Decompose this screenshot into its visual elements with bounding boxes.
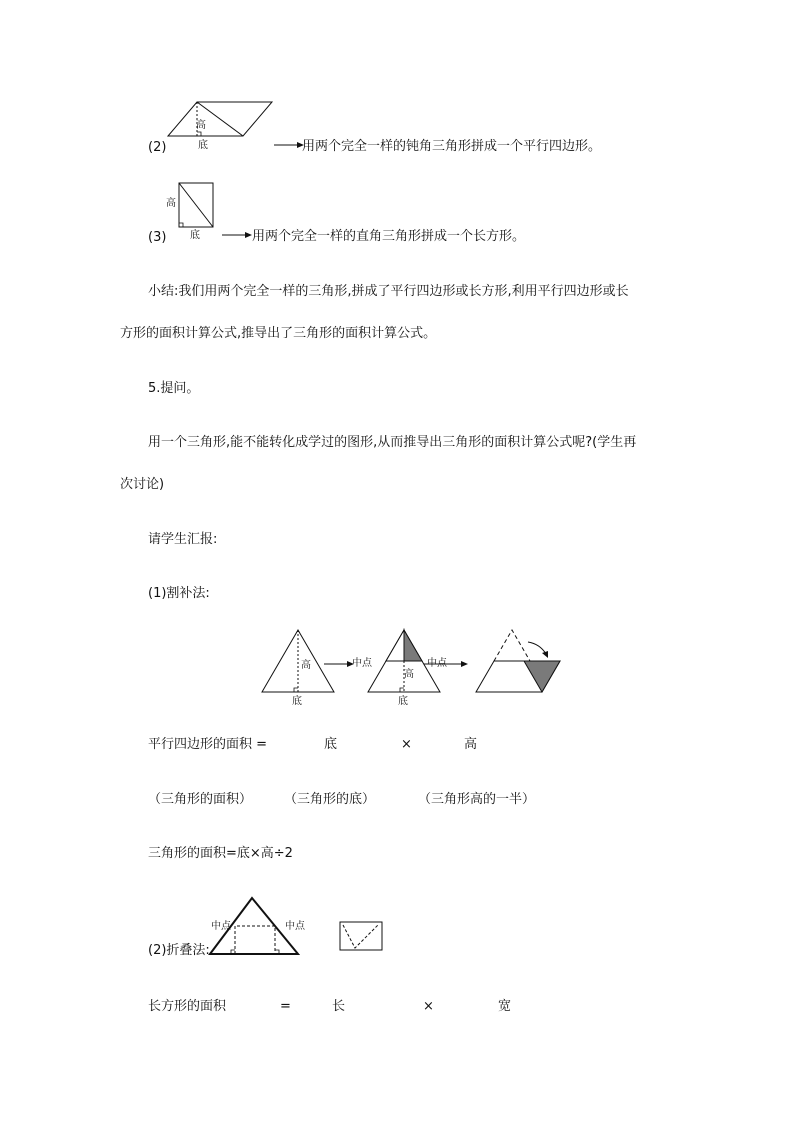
item2-index: (2) xyxy=(148,140,167,155)
formula-times: × xyxy=(401,737,412,752)
summary-line-2: 方形的面积计算公式,推导出了三角形的面积计算公式。 xyxy=(120,326,437,341)
parallelogram-formula-label: 平行四边形的面积 = xyxy=(148,737,268,752)
method1-title: (1)割补法: xyxy=(148,586,210,601)
triangle-2-top-shaded xyxy=(404,630,422,661)
arrow-icon xyxy=(274,140,304,150)
question-line-2: 次讨论) xyxy=(120,477,165,492)
item3-index: (3) xyxy=(148,230,167,245)
rectangle-formula-eq: = xyxy=(280,999,291,1014)
rectangle-diagonal xyxy=(179,183,213,227)
note-half-height: （三角形高的一半） xyxy=(418,792,536,807)
method2-title: (2)折叠法: xyxy=(148,943,210,958)
folded-rectangle xyxy=(340,922,382,950)
question-line-1: 用一个三角形,能不能转化成学过的图形,从而推导出三角形的面积计算公式呢?(学生再 xyxy=(148,435,637,450)
removed-top-dashed xyxy=(494,630,530,661)
triangle-area-result: 三角形的面积=底×高÷2 xyxy=(148,846,293,861)
item3-height-label: 高 xyxy=(166,198,176,209)
rectangle-formula-times: × xyxy=(423,999,434,1014)
parallelogram-figure xyxy=(160,96,280,146)
step5-heading: 5.提问。 xyxy=(148,381,200,396)
right-angle-mark xyxy=(294,688,298,692)
item3-base-label: 底 xyxy=(190,230,200,241)
report-prompt: 请学生汇报: xyxy=(148,532,218,547)
folded-dashed-v xyxy=(343,925,378,948)
fig2-height-label: 高 xyxy=(404,669,414,680)
fig1-base-label: 底 xyxy=(292,696,302,707)
midpoint-label-2: 中点 xyxy=(427,658,447,669)
note-triangle-area: （三角形的面积） xyxy=(148,792,253,807)
right-angle-mark xyxy=(400,688,404,692)
rectangle-formula-label: 长方形的面积 xyxy=(148,999,227,1014)
item3-description: 用两个完全一样的直角三角形拼成一个长方形。 xyxy=(252,229,526,244)
formula-base: 底 xyxy=(324,737,338,752)
triangle-2-top-left xyxy=(386,630,404,661)
fold-dashed-lines xyxy=(235,926,275,954)
fig2-base-label: 底 xyxy=(398,696,408,707)
summary-line-1: 小结:我们用两个完全一样的三角形,拼成了平行四边形或长方形,利用平行四边形或长 xyxy=(148,284,629,299)
item2-base-label: 底 xyxy=(198,140,208,151)
formula-height: 高 xyxy=(464,737,478,752)
rectangle-figure xyxy=(176,180,216,230)
rectangle-formula-width: 宽 xyxy=(498,999,512,1014)
rotate-arrow xyxy=(528,642,546,654)
fig1-height-label: 高 xyxy=(301,660,311,671)
fold-midpoint-left: 中点 xyxy=(211,921,231,932)
midpoint-label-1: 中点 xyxy=(352,658,372,669)
arrow-icon xyxy=(222,230,252,240)
moved-shaded-triangle xyxy=(524,661,560,692)
item2-description: 用两个完全一样的钝角三角形拼成一个平行四边形。 xyxy=(302,139,602,154)
right-angle-mark xyxy=(179,223,183,227)
note-triangle-base: （三角形的底） xyxy=(284,792,376,807)
item2-height-label: 高 xyxy=(196,120,206,131)
fold-midpoint-right: 中点 xyxy=(285,921,305,932)
rectangle-formula-length: 长 xyxy=(332,999,346,1014)
